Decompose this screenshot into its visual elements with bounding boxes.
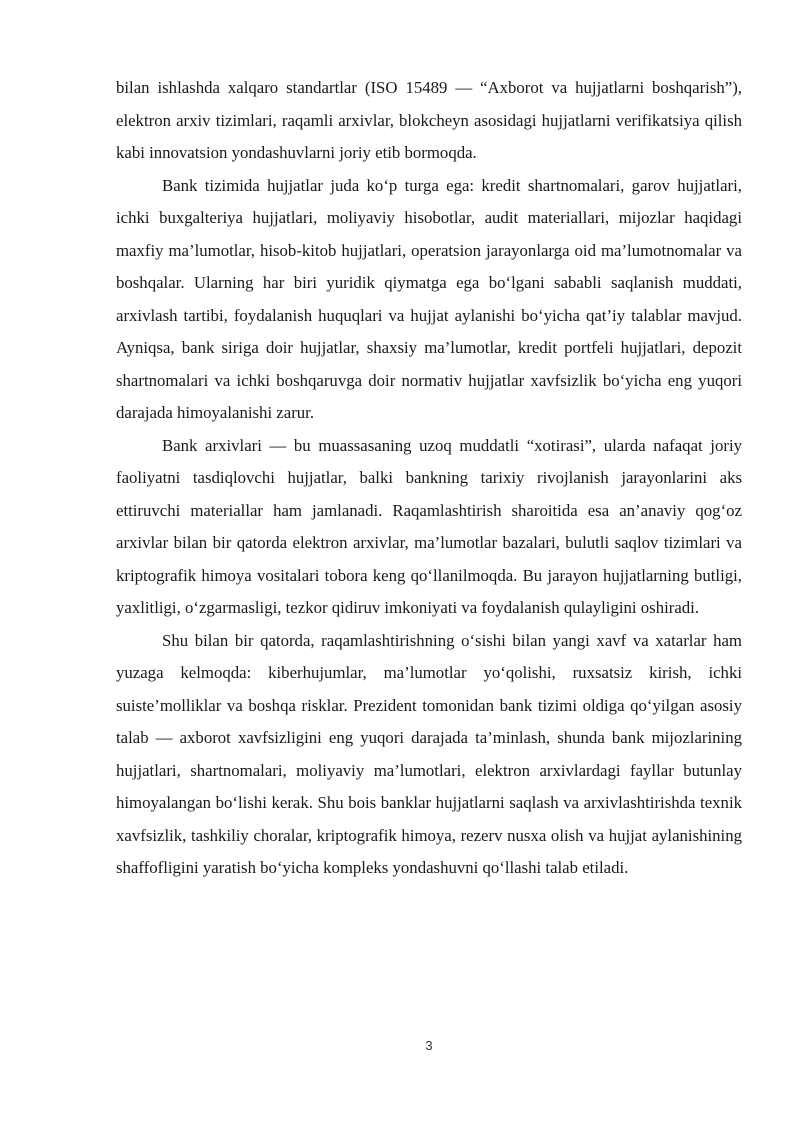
- paragraph-security-risks: Shu bilan bir qatorda, raqamlashtirishning o‘sishi bilan yangi xavf va xatarlar ham yuzaga kelmoqda: kiberhujumlar, ma’lumotlar yo‘qolishi, ruxsatsiz kirish, ichki suiste’molliklar va boshqa risklar. Prezident tomonidan bank tizimi oldiga qo‘yilgan asosiy talab — axborot xavfsizligini eng yuqori darajada ta’minlash, shunda bank mijozlarining hujjatlari, shartnomalari, moliyaviy ma’lumotlari, elektron arxivlardagi fayllar butunlay himoyalangan bo‘lishi kerak. Shu bois banklar hujjatlarni saqlash va arxivlashtirishda texnik xavfsizlik, tashkiliy choralar, kriptografik himoya, rezerv nusxa olish va hujjat aylanishining shaffofligini yaratish bo‘yicha kompleks yondashuvni qo‘llashi talab etiladi.: [116, 630, 742, 877]
- paragraph-continuation: bilan ishlashda xalqaro standartlar (ISO 15489 — “Axborot va hujjatlarni boshqarish”), elektron arxiv tizimlari, raqamli arxivlar, blokcheyn asosidagi hujjatlarni verifikatsiya qilish kabi innovatsion yondashuvlarni joriy etib bormoqda.: [116, 78, 742, 162]
- page-number: 3: [425, 1038, 433, 1053]
- paragraph-bank-archives: Bank arxivlari — bu muassasaning uzoq muddatli “xotirasi”, ularda nafaqat joriy faoliyatni tasdiqlovchi hujjatlar, balki bankning tarixiy rivojlanish jarayonlarini aks ettiruvchi materiallar ham jamlanadi. Raqamlashtirish sharoitida esa an’anaviy qog‘oz arxivlar bilan bir qatorda elektron arxivlar, ma’lumotlar bazalari, bulutli saqlov tizimlari va kriptografik himoya vositalari tobora keng qo‘llanilmoqda. Bu jarayon hujjatlarning butligi, yaxlitligi, o‘zgarmasligi, tezkor qidiruv imkoniyati va foydalanish qulayligini oshiradi.: [116, 435, 742, 617]
- body-text: [116, 72, 742, 885]
- paragraph-bank-documents: Bank tizimida hujjatlar juda ko‘p turga ega: kredit shartnomalari, garov hujjatlari, ichki buxgalteriya hujjatlari, moliyaviy hisobotlar, audit materiallari, mijozlar haqidagi maxfiy ma’lumotlar, hisob-kitob hujjatlari, operatsion jarayonlarga oid ma’lumotnomalar va boshqalar. Ularning har biri yuridik qiymatga ega bo‘lgani sababli saqlanish muddati, arxivlash tartibi, foydalanish huquqlari va hujjat aylanishi bo‘yicha qat’iy talablar mavjud. Ayniqsa, bank siriga doir hujjatlar, shaxsiy ma’lumotlar, kredit portfeli hujjatlari, depozit shartnomalari va ichki boshqaruvga doir normativ hujjatlar xavfsizlik bo‘yicha eng yuqori darajada himoyalanishi zarur.: [116, 175, 742, 422]
